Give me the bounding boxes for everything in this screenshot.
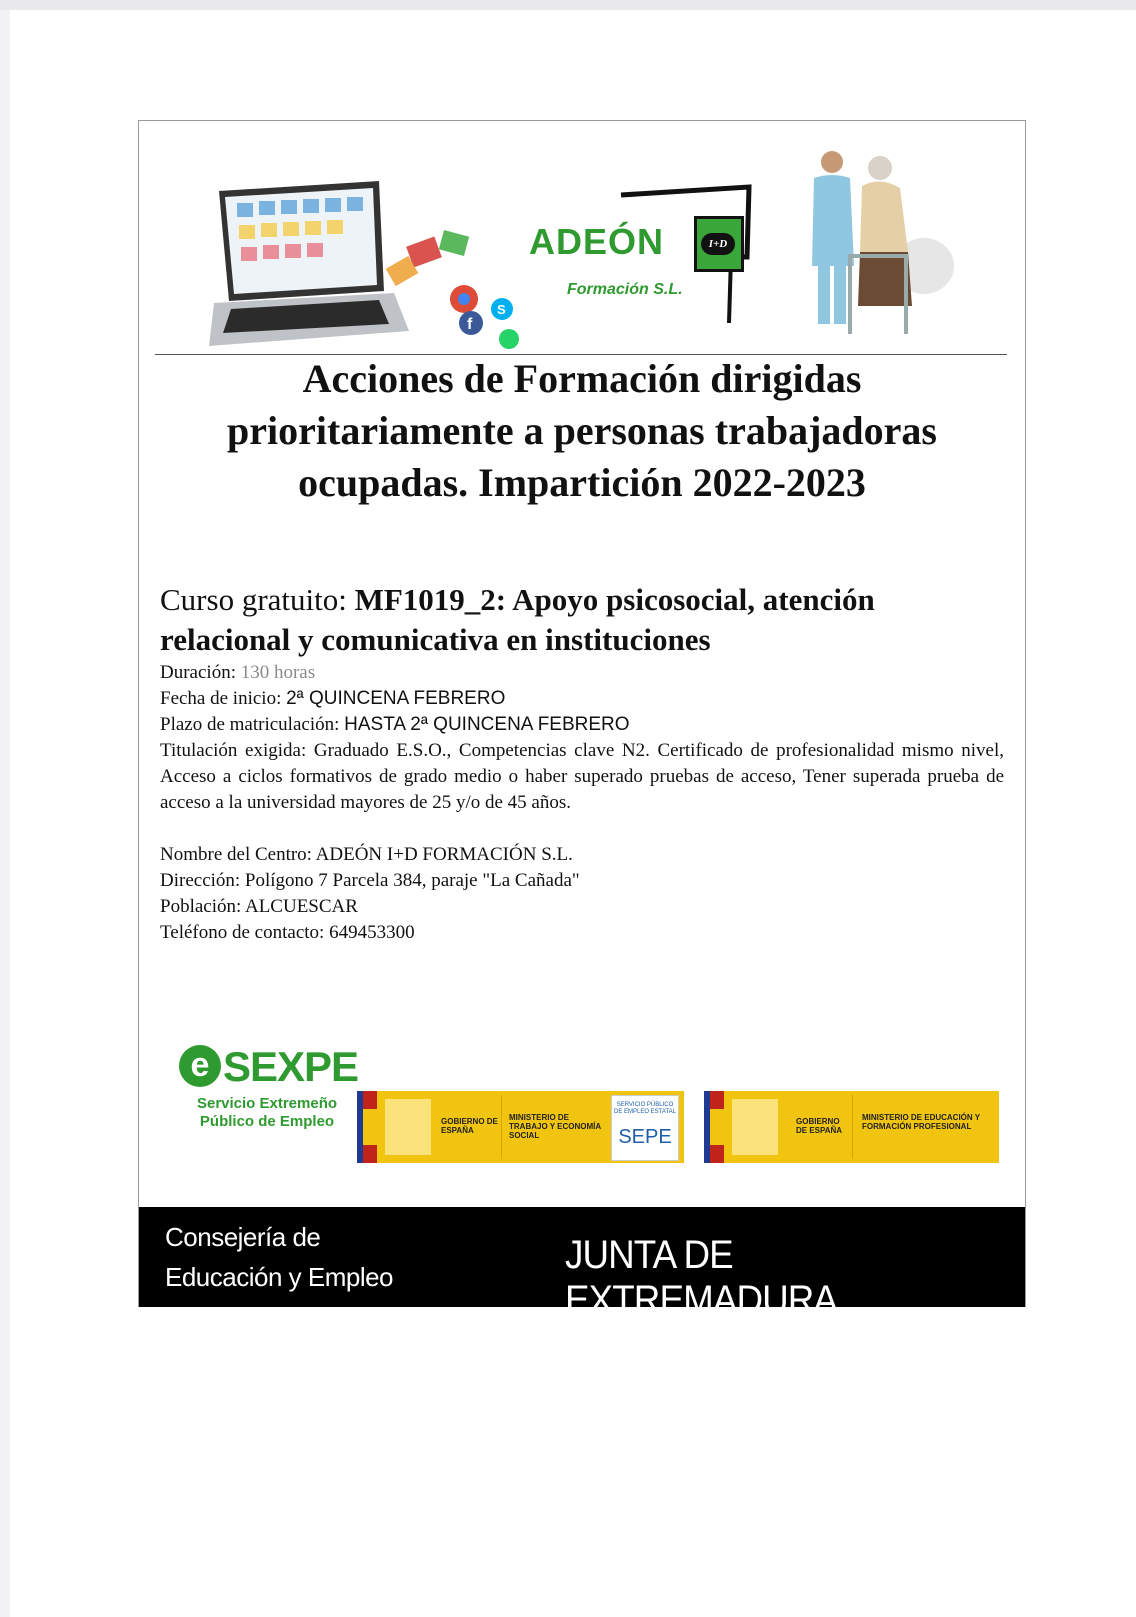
viewer-left-edge: [0, 10, 10, 1617]
adeon-brand-subtitle: Formación S.L.: [567, 281, 683, 298]
coat-of-arms-icon: [385, 1099, 431, 1155]
footer-bar: [139, 1207, 1025, 1322]
caregiver-photo: [804, 146, 954, 341]
duration-line: Duración: 130 horas: [160, 662, 316, 683]
enrollment-line: Plazo de matriculación: HASTA 2ª QUINCENA FEBRERO: [160, 714, 630, 735]
page-title: Acciones de Formación dirigidas prioritariamente a personas trabajadoras ocupadas. Impartición 2022-2023: [227, 356, 937, 505]
ministry-educacion-logo: GOBIERNO DE ESPAÑA MINISTERIO DE EDUCACIÓN Y FORMACIÓN PROFESIONAL: [704, 1091, 999, 1163]
course-details: [160, 660, 1004, 946]
ministry-trabajo-logo: GOBIERNO DE ESPAÑA MINISTERIO DE TRABAJO Y ECONOMÍA SOCIAL SERVICIO PÚBLICO DE EMPLEO ESTATAL SEPE: [357, 1091, 684, 1163]
header-banner: [139, 121, 1025, 356]
document-page: f S ADEÓN Formación S.L. I+D Acciones de Formación dirigidas prioritariamente a personas trabajadoras ocupadas. Impartición 2022-2023 Curso gratuito: MF1019_2: Apoyo psicosocial, atención relacional y comunicativa en instituciones Duración: 130 horas Fecha de inicio: 2ª QUINCENA FEBRERO Plazo de matriculación: HASTA 2ª QUINCENA FEBRERO Titulación exigida: Graduado E.S.O., Competencias clave N2. Certificado de profesionalidad mismo nivel, Acceso a ciclos formativos de grado medio o haber superado pruebas de acceso, Tener superada prueba de acceso a la universidad mayores de 25 y/o de 45 años. Nombre del Centro: ADEÓN I+D FORMACIÓN S.L. Dirección: Polígono 7 Parcela 384, paraje "La Cañada" Población: ALCUESCAR Teléfono de contacto: 649453300 e SEXPE Servicio Extremeño Público de Empleo GOBIERNO DE ESPAÑA MINISTERIO DE TRABAJO Y ECONOMÍA SOCIAL SERVICIO PÚBLICO DE EMPLEO ESTATAL SEPE GOBIERNO DE ESPAÑA MINISTERIO DE EDUCACIÓN Y FORMACIÓN PROFESIONAL Consejería de Educación y Empleo JUNTA DE EXTREMADURA: [138, 120, 1026, 1307]
centre-name: Nombre del Centro: ADEÓN I+D FORMACIÓN S.L.: [160, 844, 573, 865]
requirements-paragraph: Titulación exigida: Graduado E.S.O., Competencias clave N2. Certificado de profesionalidad mismo nivel, Acceso a ciclos formativos de grado medio o haber superado pruebas de acceso, Tener superada prueba de acceso a la universidad mayores de 25 y/o de 45 años.: [160, 740, 1004, 813]
centre-phone: Teléfono de contacto: 649453300: [160, 922, 415, 943]
sepe-logo: SERVICIO PÚBLICO DE EMPLEO ESTATAL SEPE: [611, 1095, 679, 1161]
sexpe-e-icon: e: [179, 1045, 221, 1087]
course-heading: [160, 580, 1004, 660]
course-prefix: Curso gratuito:: [160, 582, 355, 617]
start-date-value: 2ª QUINCENA FEBRERO: [286, 688, 506, 709]
centre-address: Dirección: Polígono 7 Parcela 384, paraje "La Cañada": [160, 870, 580, 891]
viewer-top-bar: [0, 0, 1136, 10]
enrollment-value: HASTA 2ª QUINCENA FEBRERO: [344, 714, 630, 735]
duration-value: 130 horas: [240, 662, 316, 683]
start-date-line: Fecha de inicio: 2ª QUINCENA FEBRERO: [160, 688, 506, 709]
svg-text:f: f: [467, 316, 473, 333]
laptop-illustration: [209, 181, 529, 351]
svg-text:S: S: [497, 302, 506, 317]
junta-label: JUNTA DE EXTREMADURA: [565, 1233, 838, 1322]
consejeria-label: Consejería de Educación y Empleo: [165, 1222, 394, 1292]
coat-of-arms-icon: [732, 1099, 778, 1155]
adeon-brand-name: ADEÓN: [529, 221, 665, 262]
adeon-id-logo: I+D: [694, 216, 744, 272]
centre-town: Población: ALCUESCAR: [160, 896, 358, 917]
course-name: MF1019_2: Apoyo psicosocial, atención relacional y comunicativa en instituciones: [160, 582, 875, 657]
